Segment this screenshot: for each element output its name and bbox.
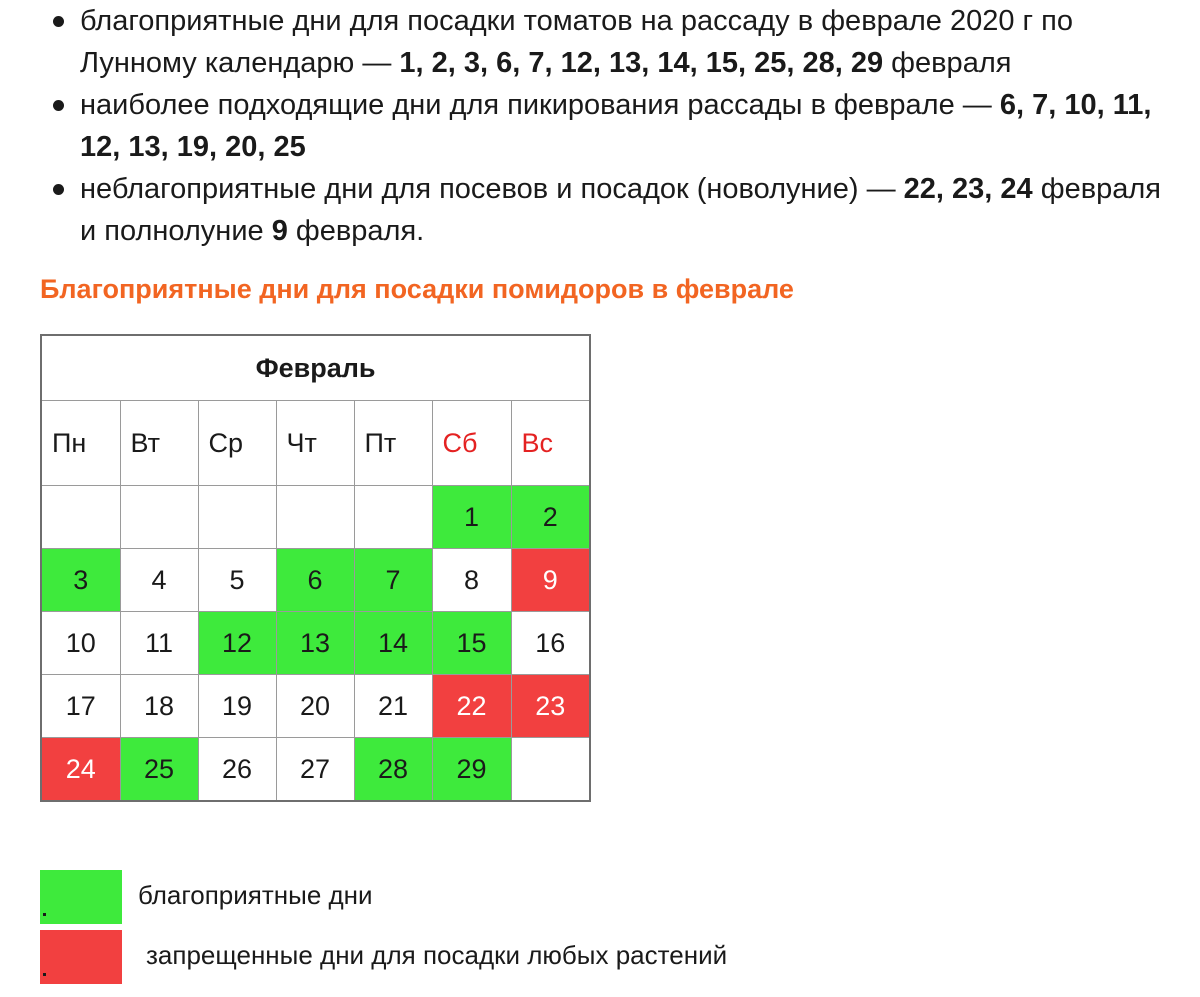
bullet-text: благоприятные дни для посадки томатов на рассаду в феврале 2020 г по Лунному календарю — [80, 5, 1073, 79]
calendar-day-cell: 26 [198, 738, 276, 802]
bullet-days-bold: 1, 2, 3, 6, 7, 12, 13, 14, 15, 25, 28, 29 [399, 47, 884, 79]
calendar-day-cell: 9 [511, 549, 590, 612]
weekday-header: Пн [41, 401, 120, 486]
bullet-text: неблагоприятные дни для посевов и посадок (новолуние) — [80, 173, 904, 205]
calendar-empty-cell [198, 486, 276, 549]
calendar-day-cell: 3 [41, 549, 120, 612]
calendar-day-cell: 11 [120, 612, 198, 675]
section-title: Благоприятные дни для посадки помидоров в феврале [40, 274, 794, 304]
bullet-unfavorable-days [80, 168, 1170, 252]
calendar-empty-cell [276, 486, 354, 549]
bullet-days-bold: 9 [271, 215, 288, 247]
calendar-month-title: Февраль [41, 335, 590, 401]
calendar-empty-cell [41, 486, 120, 549]
calendar-week-row [41, 549, 590, 612]
calendar-day-cell: 13 [276, 612, 354, 675]
legend-favorable [40, 870, 840, 924]
bullet-text: февраля и полнолуние [80, 173, 1161, 247]
bullet-days-bold: 22, 23, 24 [903, 173, 1033, 205]
calendar-day-cell: 23 [511, 675, 590, 738]
weekday-header: Чт [276, 401, 354, 486]
calendar-day-cell: 2 [511, 486, 590, 549]
calendar-empty-cell [511, 738, 590, 802]
legend-label-forbidden: запрещенные дни для посадки любых растений [146, 940, 728, 970]
calendar-day-cell: 10 [41, 612, 120, 675]
legend-forbidden [40, 930, 840, 984]
weekday-header: Сб [432, 401, 511, 486]
calendar-week-row [41, 675, 590, 738]
weekday-header: Ср [198, 401, 276, 486]
calendar-week-row [41, 738, 590, 802]
legend-swatch-red [40, 930, 122, 984]
bullet-text: февраля. [287, 215, 425, 247]
calendar-day-cell: 29 [432, 738, 511, 802]
calendar-day-cell: 27 [276, 738, 354, 802]
weekday-header: Вс [511, 401, 590, 486]
calendar-empty-cell [354, 486, 432, 549]
legend-swatch-green [40, 870, 122, 924]
calendar-day-cell: 6 [276, 549, 354, 612]
calendar-day-cell: 28 [354, 738, 432, 802]
calendar-day-cell: 4 [120, 549, 198, 612]
calendar-day-cell: 5 [198, 549, 276, 612]
calendar-day-cell: 16 [511, 612, 590, 675]
bullet-picking-days [80, 84, 1170, 168]
info-bullet-list [80, 0, 1170, 252]
calendar-day-cell: 1 [432, 486, 511, 549]
weekday-header: Пт [354, 401, 432, 486]
calendar-day-cell: 15 [432, 612, 511, 675]
calendar-empty-cell [120, 486, 198, 549]
bullet-favorable-days [80, 0, 1170, 84]
calendar-day-cell: 19 [198, 675, 276, 738]
legend-label-favorable: благоприятные дни [138, 880, 373, 910]
calendar-day-cell: 17 [41, 675, 120, 738]
calendar-day-cell: 22 [432, 675, 511, 738]
calendar-day-cell: 21 [354, 675, 432, 738]
bullet-days-bold: 6, 7, 10, 11, 12, 13, 19, 20, 25 [80, 89, 1152, 163]
bullet-text: февраля [883, 47, 1012, 79]
calendar-week-row [41, 486, 590, 549]
bullet-text: наиболее подходящие дни для пикирования рассады в феврале — [80, 89, 1000, 121]
calendar-day-cell: 18 [120, 675, 198, 738]
calendar-day-cell: 20 [276, 675, 354, 738]
calendar-day-cell: 7 [354, 549, 432, 612]
february-calendar [40, 334, 591, 802]
calendar-day-cell: 25 [120, 738, 198, 802]
calendar-day-cell: 8 [432, 549, 511, 612]
calendar-day-cell: 14 [354, 612, 432, 675]
weekday-header: Вт [120, 401, 198, 486]
calendar-week-row [41, 612, 590, 675]
calendar-day-cell: 12 [198, 612, 276, 675]
calendar-day-cell: 24 [41, 738, 120, 802]
